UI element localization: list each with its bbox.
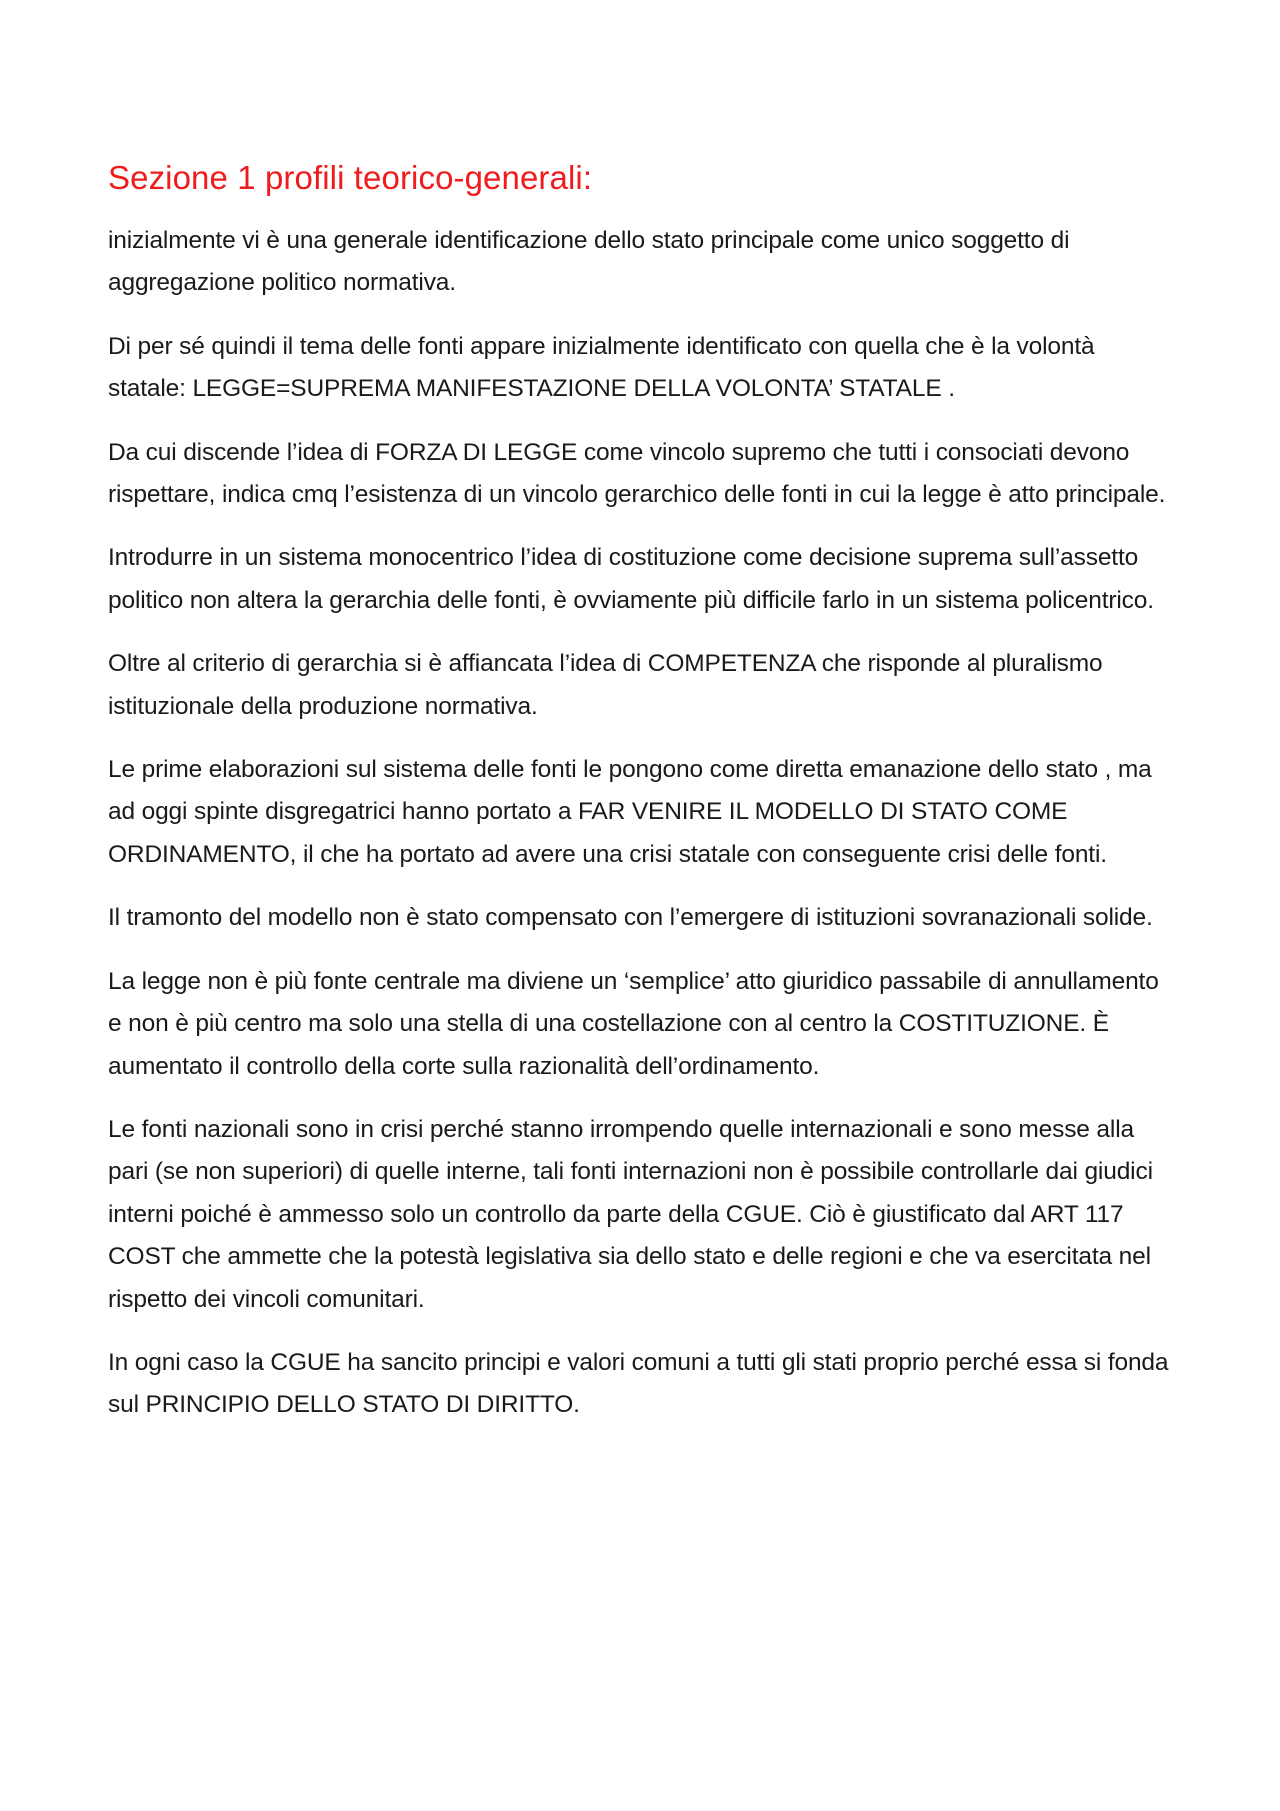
document-body: [108, 158, 1173, 1448]
paragraph-8: La legge non è più fonte centrale ma diviene un ‘semplice’ atto giuridico passabile di annullamento e non è più centro ma solo una stella di una costellazione con al centro la COSTITUZIONE. È aumentato il controllo della corte sulla razionalità dell’ordinamento.: [108, 967, 1159, 1080]
paragraph-5: Oltre al criterio di gerarchia si è affiancata l’idea di COMPETENZA che risponde al pluralismo istituzionale della produzione normativa.: [108, 650, 1103, 720]
paragraph-6: Le prime elaborazioni sul sistema delle fonti le pongono come diretta emanazione dello stato , ma ad oggi spinte disgregatrici hanno portato a FAR VENIRE IL MODELLO DI STATO COME ORDINAMENTO, il che ha portato ad avere una crisi statale con conseguente crisi delle fonti.: [108, 756, 1152, 868]
paragraph-2: Di per sé quindi il tema delle fonti appare inizialmente identificato con quella che è la volontà statale: LEGGE=SUPREMA MANIFESTAZIONE DELLA VOLONTA’ STATALE .: [108, 332, 1095, 403]
section-heading: Sezione 1 profili teorico-generali:: [108, 159, 593, 196]
paragraph-1: inizialmente vi è una generale identificazione dello stato principale come unico soggetto di aggregazione politico normativa.: [108, 227, 1070, 297]
paragraph-9: Le fonti nazionali sono in crisi perché stanno irrompendo quelle internazionali e sono messe alla pari (se non superiori) di quelle interne, tali fonti internazioni non è possibile controllarle dai giudici interni poiché è ammesso solo un controllo da parte della CGUE. Ciò è giustificato dal ART 117 COST che ammette che la potestà legislativa sia dello stato e delle regioni e che va esercitata nel rispetto dei vincoli comunitari.: [108, 1115, 1153, 1313]
paragraph-10: In ogni caso la CGUE ha sancito principi e valori comuni a tutti gli stati proprio perché essa si fonda sul PRINCIPIO DELLO STATO DI DIRITTO.: [108, 1348, 1169, 1419]
paragraph-4: Introdurre in un sistema monocentrico l’idea di costituzione come decisione suprema sull’assetto politico non altera la gerarchia delle fonti, è ovviamente più difficile farlo in un sistema policentrico.: [108, 544, 1154, 614]
paragraph-7: Il tramonto del modello non è stato compensato con l’emergere di istituzioni sovranazionali solide.: [108, 904, 1153, 932]
paragraph-3: Da cui discende l’idea di FORZA DI LEGGE come vincolo supremo che tutti i consociati devono rispettare, indica cmq l’esistenza di un vincolo gerarchico delle fonti in cui la legge è atto principale.: [108, 438, 1166, 509]
